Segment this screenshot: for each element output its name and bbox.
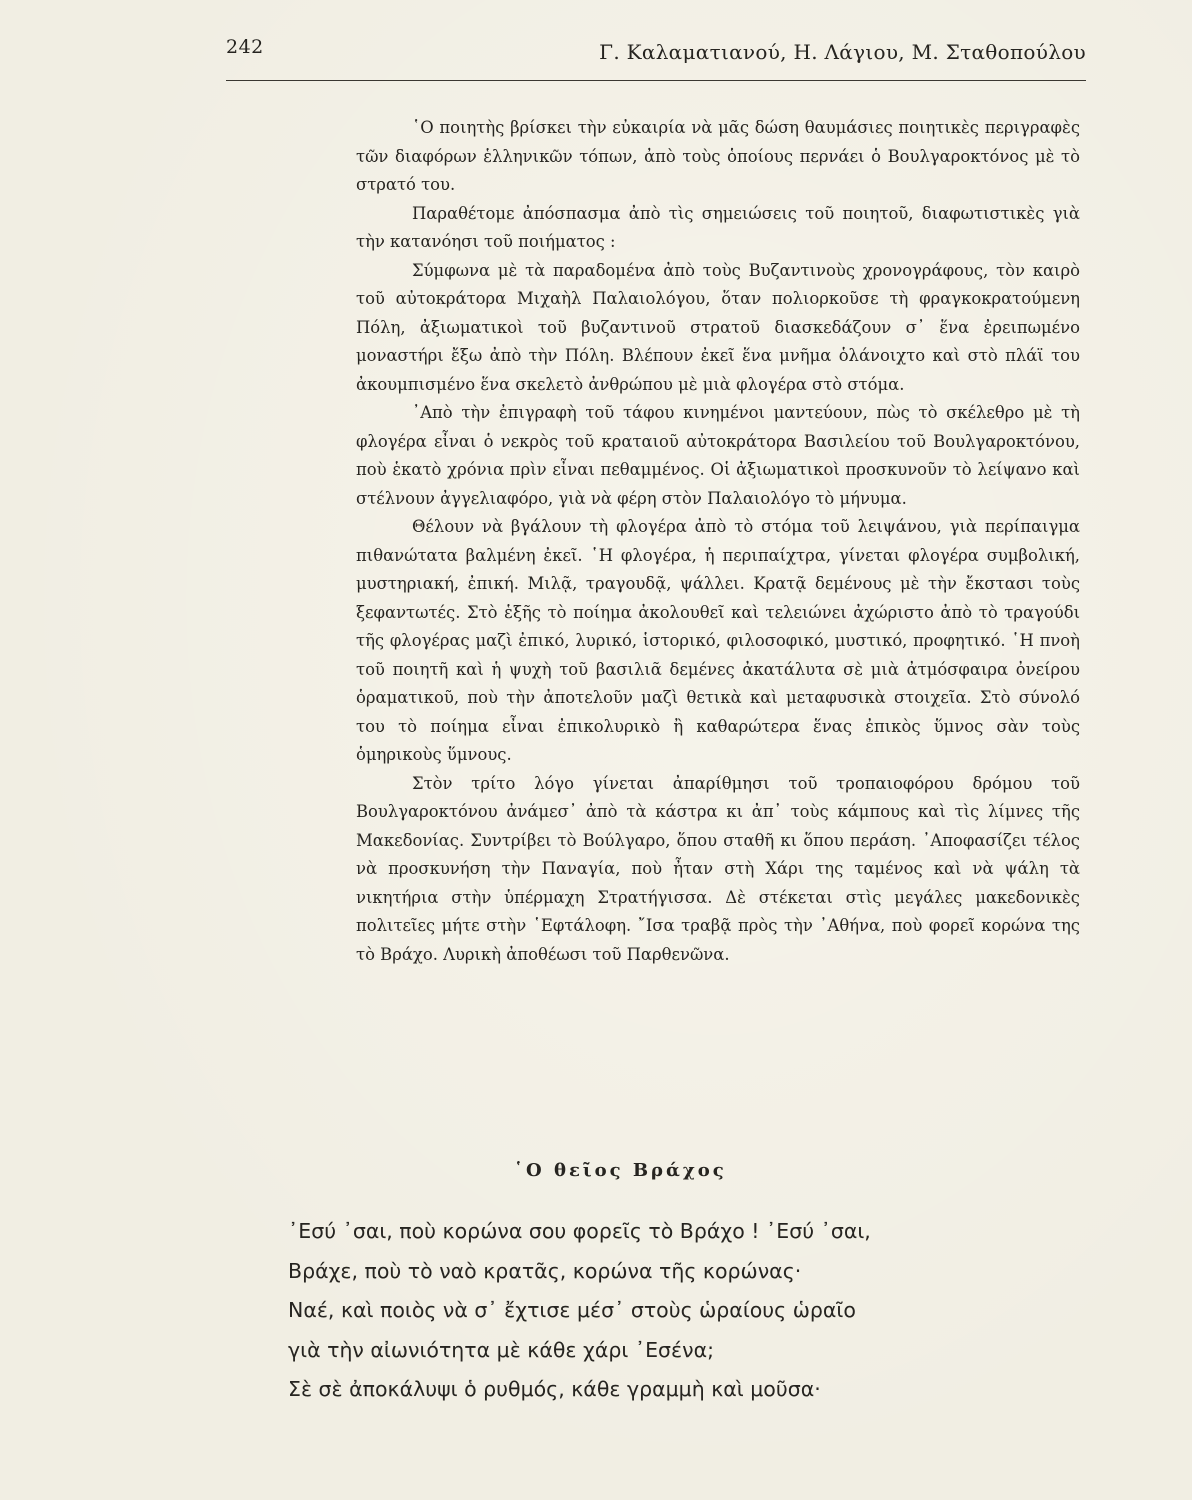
poem-line: γιὰ τὴν αἰωνιότητα μὲ κάθε χάρι ᾿Εσένα;	[288, 1337, 714, 1362]
running-head-authors: Γ. Καλαματιανού, Η. Λάγιου, Μ. Σταθοπούλου	[599, 40, 1086, 64]
poem-title: ῾Ο θεῖος Βράχος	[514, 1160, 727, 1181]
paragraph: ῾Ο ποιητὴς βρίσκει τὴν εὐκαιρία νὰ μᾶς δώση θαυμάσιες ποιητικὲς περιγραφὲς τῶν διαφόρων ἑλληνικῶν τόπων, ἀπὸ τοὺς ὁποίους περνάει ὁ Βουλγαροκτόνος μὲ τὸ στρατό του.	[356, 118, 1080, 194]
paragraph: Στὸν τρίτο λόγο γίνεται ἀπαρίθμησι τοῦ τροπαιοφόρου δρόμου τοῦ Βουλγαροκτόνου ἀνάμεσ᾿ ἀπὸ τὰ κάστρα κι ἀπ᾿ τοὺς κάμπους καὶ τὶς λίμνες τῆς Μακεδονίας. Συντρίβει τὸ Βούλγαρο, ὅπου σταθῆ κι ὅπου περάση. ᾿Αποφασίζει τέλος νὰ προσκυνήση τὴν Παναγία, ποὺ ἦταν στὴ Χάρι της ταμένος καὶ νὰ ψάλη τὰ νικητήρια στὴν ὑπέρμαχη Στρατήγισσα. Δὲ στέκεται στὶς μεγάλες μακεδονικὲς πολιτεῖες μήτε στὴν ῾Εφτάλοφη. ῎Ισα τραβᾷ πρὸς τὴν ᾿Αθήνα, ποὺ φορεῖ κορώνα της τὸ Βράχο. Λυρικὴ ἀποθέωσι τοῦ Παρθενῶνα.	[356, 773, 1080, 964]
poem-line: Ναέ, καὶ ποιὸς νὰ σ᾿ ἔχτισε μέσ᾿ στοὺς ὡραίους ὡραῖο	[288, 1298, 856, 1322]
poem-excerpt	[288, 1212, 1078, 1410]
paragraph: Σύμφωνα μὲ τὰ παραδομένα ἀπὸ τοὺς Βυζαντινοὺς χρονογράφους, τὸν καιρὸ τοῦ αὐτοκράτορα Μιχαὴλ Παλαιολόγου, ὅταν πολιορκοῦσε τὴ φραγκοκρατούμενη Πόλη, ἀξιωματικοὶ τοῦ βυζαντινοῦ στρατοῦ διασκεδάζουν σ᾿ ἕνα ἐρειπωμένο μοναστήρι ἔξω ἀπὸ τὴν Πόλη. Βλέπουν ἐκεῖ ἕνα μνῆμα ὁλάνοιχτο καὶ στὸ πλάϊ του ἀκουμπισμένο ἕνα σκελετὸ ἀνθρώπου μὲ μιὰ φλογέρα στὸ στόμα.	[356, 260, 1080, 394]
poem-line: ᾿Εσύ ᾿σαι, ποὺ κορώνα σου φορεῖς τὸ Βράχο ! ᾿Εσύ ᾿σαι,	[288, 1219, 871, 1243]
paragraph: Παραθέτομε ἀπόσπασμα ἀπὸ τὶς σημειώσεις τοῦ ποιητοῦ, διαφωτιστικὲς γιὰ τὴν κατανόησι τοῦ ποιήματος :	[356, 203, 1080, 251]
poem-line: Σὲ σὲ ἀποκάλυψι ὁ ρυθμός, κάθε γραμμὴ καὶ μοῦσα·	[288, 1377, 821, 1401]
paragraph: Θέλουν νὰ βγάλουν τὴ φλογέρα ἀπὸ τὸ στόμα τοῦ λειψάνου, γιὰ περίπαιγμα πιθανώτατα βαλμένη ἐκεῖ. ῾Η φλογέρα, ἡ περιπαίχτρα, γίνεται φλογέρα συμβολική, μυστηριακή, ἐπική. Μιλᾷ, τραγουδᾷ, ψάλλει. Κρατᾷ δεμένους μὲ τὴν ἔκστασι τοὺς ξεφαντωτές. Στὸ ἑξῆς τὸ ποίημα ἀκολουθεῖ καὶ τελειώνει ἀχώριστο ἀπὸ τὸ τραγούδι τῆς φλογέρας μαζὶ ἐπικό, λυρικό, ἱστορικό, φιλοσοφικό, μυστικό, προφητικό. ῾Η πνοὴ τοῦ ποιητῆ καὶ ἡ ψυχὴ τοῦ βασιλιᾶ δεμένες ἀκατάλυτα σὲ μιὰ ἀτμόσφαιρα ὀνείρου ὁραματικοῦ, ποὺ τὴν ἀποτελοῦν μαζὶ θετικὰ καὶ μεταφυσικὰ στοιχεῖα. Στὸ σύνολό του τὸ ποίημα εἶναι ἐπικολυρικὸ ἢ καθαρώτερα ἕνας ἐπικὸς ὕμνος σὰν τοὺς ὁμηρικοὺς ὕμνους.	[356, 517, 1080, 764]
page-header	[226, 36, 1086, 81]
poem-line: Βράχε, ποὺ τὸ ναὸ κρατᾶς, κορώνα τῆς κορώνας·	[288, 1258, 802, 1283]
page-number: 242	[226, 36, 264, 58]
paragraph: ᾿Απὸ τὴν ἐπιγραφὴ τοῦ τάφου κινημένοι μαντεύουν, πὼς τὸ σκέλεθρο μὲ τὴ φλογέρα εἶναι ὁ νεκρὸς τοῦ κραταιοῦ αὐτοκράτορα Βασιλείου τοῦ Βουλγαροκτόνου, ποὺ ἑκατὸ χρόνια πρὶν εἶναι πεθαμμένος. Οἱ ἀξιωματικοὶ προσκυνοῦν τὸ λείψανο καὶ στέλνουν ἀγγελιαφόρο, γιὰ νὰ φέρη στὸν Παλαιολόγο τὸ μήνυμα.	[356, 403, 1080, 508]
commentary-text	[356, 114, 1080, 969]
